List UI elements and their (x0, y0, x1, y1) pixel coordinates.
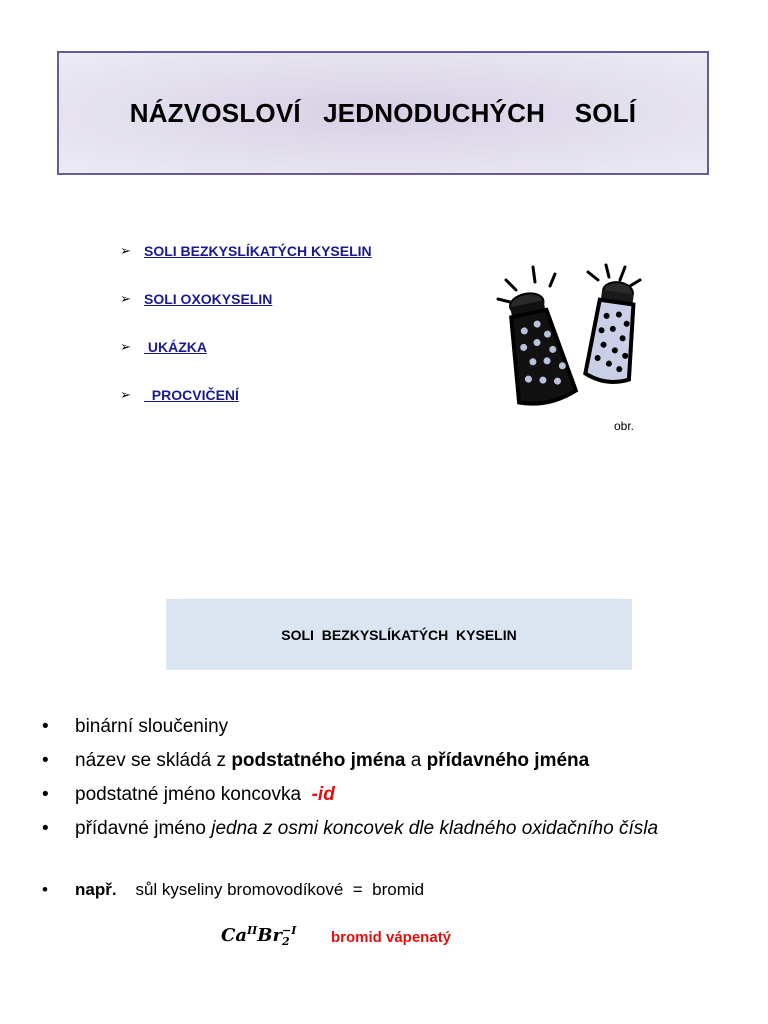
nav-link-ukazka[interactable]: UKÁZKA (144, 339, 207, 355)
bullet-dot-icon: • (42, 818, 49, 839)
nav-item-soli-bezkyslikatych[interactable] (120, 243, 372, 259)
section-title: SOLI BEZKYSLÍKATÝCH KYSELIN (281, 626, 517, 643)
salt-pepper-shakers-icon (488, 262, 648, 412)
nav-item-procviceni[interactable] (120, 387, 239, 403)
example-label: např. (75, 880, 117, 899)
page-title: NÁZVOSLOVÍ JEDNODUCHÝCH SOLÍ (129, 97, 637, 128)
bullet-dot-icon: • (42, 750, 49, 771)
nav-item-soli-oxokyselin[interactable] (120, 291, 272, 307)
formula-name: bromid vápenatý (331, 929, 452, 946)
bullet-dot-icon: • (42, 716, 49, 737)
arrow-bullet-icon: ➢ (120, 243, 131, 258)
example-line (42, 880, 424, 900)
nav-link-soli-oxokyselin[interactable]: SOLI OXOKYSELIN (144, 291, 273, 307)
list-item (42, 818, 658, 840)
bullet-dot-icon: • (42, 784, 49, 805)
bullet-text: binární sloučeniny (75, 716, 229, 737)
nav-link-soli-bezkyslikatych[interactable]: SOLI BEZKYSLÍKATÝCH KYSELIN (144, 243, 372, 259)
arrow-bullet-icon: ➢ (120, 291, 131, 306)
suffix-id: -id (311, 784, 335, 805)
section-header (166, 599, 632, 670)
bullet-text: podstatné jméno koncovka -id (75, 784, 335, 805)
nav-link-procviceni[interactable]: PROCVIČENÍ (144, 387, 239, 403)
arrow-bullet-icon: ➢ (120, 387, 131, 402)
example-text: sůl kyseliny bromovodíkové = bromid (116, 880, 425, 899)
bullet-text: přídavné jméno jedna z osmi koncovek dle kladného oxidačního čísla (75, 818, 659, 839)
bullet-dot-icon: • (42, 880, 48, 899)
chemical-formula: $Ca^{II}Br$ −I 2 (221, 924, 297, 948)
nav-item-ukazka[interactable] (120, 339, 207, 355)
list-item (42, 750, 589, 772)
image-caption: obr. (614, 419, 635, 433)
title-banner (57, 51, 709, 175)
list-item (42, 716, 228, 738)
arrow-bullet-icon: ➢ (120, 339, 131, 354)
list-item (42, 784, 335, 806)
bullet-text: název se skládá z podstatného jména a přídavného jména (75, 750, 590, 771)
